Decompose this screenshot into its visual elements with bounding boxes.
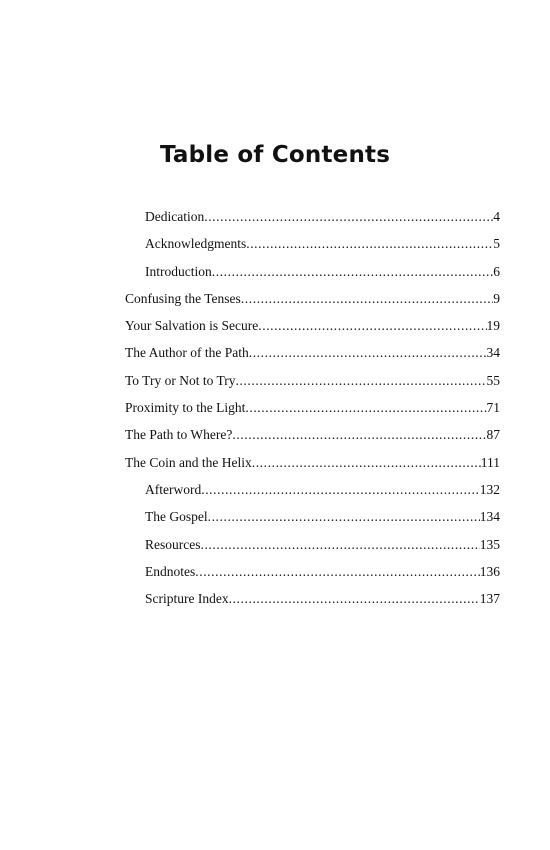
toc-entry-afterword bbox=[0, 476, 550, 503]
toc-entry-label: Confusing the Tenses bbox=[125, 290, 241, 306]
toc-entry-label: To Try or Not to Try bbox=[125, 372, 236, 388]
toc-entry-acknowledgments bbox=[0, 230, 550, 257]
toc-entry-page: 135 bbox=[479, 536, 500, 552]
toc-entry-resources bbox=[0, 531, 550, 558]
dot-leader bbox=[246, 230, 493, 257]
dot-leader bbox=[245, 394, 486, 421]
page-title: Table of Contents bbox=[160, 142, 391, 168]
dot-leader bbox=[241, 285, 493, 312]
toc-entry-confusing-the-tenses bbox=[0, 285, 550, 312]
dot-leader bbox=[200, 531, 479, 558]
toc-entry-endnotes bbox=[0, 558, 550, 585]
toc-entry-to-try-or-not-to-try bbox=[0, 367, 550, 394]
toc-entry-page: 111 bbox=[480, 454, 500, 470]
toc-entry-page: 134 bbox=[479, 509, 500, 525]
toc-entry-page: 55 bbox=[486, 372, 500, 388]
toc-entry-page: 87 bbox=[486, 427, 500, 443]
toc-entry-the-coin-and-the-helix bbox=[0, 449, 550, 476]
toc-entry-page: 132 bbox=[479, 481, 500, 497]
dot-leader bbox=[258, 312, 486, 339]
dot-leader bbox=[201, 476, 480, 503]
dot-leader bbox=[208, 503, 480, 530]
toc-entry-page: 5 bbox=[493, 236, 500, 252]
dot-leader bbox=[235, 367, 486, 394]
toc-entry-label: Your Salvation is Secure bbox=[125, 318, 259, 334]
toc-entry-label: Resources bbox=[145, 536, 201, 552]
dot-leader bbox=[204, 203, 493, 230]
toc-entry-label: Dedication bbox=[145, 209, 205, 224]
dot-leader bbox=[195, 558, 480, 585]
dot-leader bbox=[249, 339, 487, 366]
toc-entry-label: The Coin and the Helix bbox=[125, 454, 252, 470]
dot-leader bbox=[229, 585, 480, 612]
toc-entry-label: Proximity to the Light bbox=[125, 400, 246, 416]
dot-leader bbox=[252, 449, 481, 476]
toc-entry-page: 34 bbox=[486, 345, 500, 361]
toc-entry-page: 4 bbox=[493, 209, 500, 224]
toc-entry-label: The Path to Where? bbox=[125, 427, 233, 443]
toc-entry-proximity-to-the-light bbox=[0, 394, 550, 421]
dot-leader bbox=[212, 258, 494, 285]
toc-entry-page: 136 bbox=[479, 563, 500, 579]
dot-leader bbox=[232, 421, 486, 448]
toc-entry-label: The Author of the Path bbox=[125, 345, 249, 361]
toc-entry-your-salvation-is-secure bbox=[0, 312, 550, 339]
toc-entry-page: 19 bbox=[486, 318, 500, 334]
toc-entry-scripture-index bbox=[0, 585, 550, 612]
toc-entry-label: Acknowledgments bbox=[145, 236, 247, 252]
toc-entry-dedication bbox=[0, 203, 550, 230]
toc-entry-label: Endnotes bbox=[145, 563, 196, 579]
toc-entry-page: 137 bbox=[479, 591, 500, 607]
toc-entry-introduction bbox=[0, 258, 550, 285]
toc-entry-label: Afterword bbox=[145, 481, 202, 497]
toc-list bbox=[0, 203, 550, 612]
toc-entry-page: 6 bbox=[493, 263, 500, 279]
toc-entry-label: Introduction bbox=[145, 263, 212, 279]
toc-entry-label: The Gospel bbox=[145, 509, 208, 525]
toc-entry-page: 9 bbox=[493, 290, 500, 306]
toc-entry-the-author-of-the-path bbox=[0, 339, 550, 366]
toc-entry-the-path-to-where bbox=[0, 421, 550, 448]
toc-entry-label: Scripture Index bbox=[145, 591, 229, 607]
toc-entry-page: 71 bbox=[486, 400, 500, 416]
toc-entry-the-gospel bbox=[0, 503, 550, 530]
